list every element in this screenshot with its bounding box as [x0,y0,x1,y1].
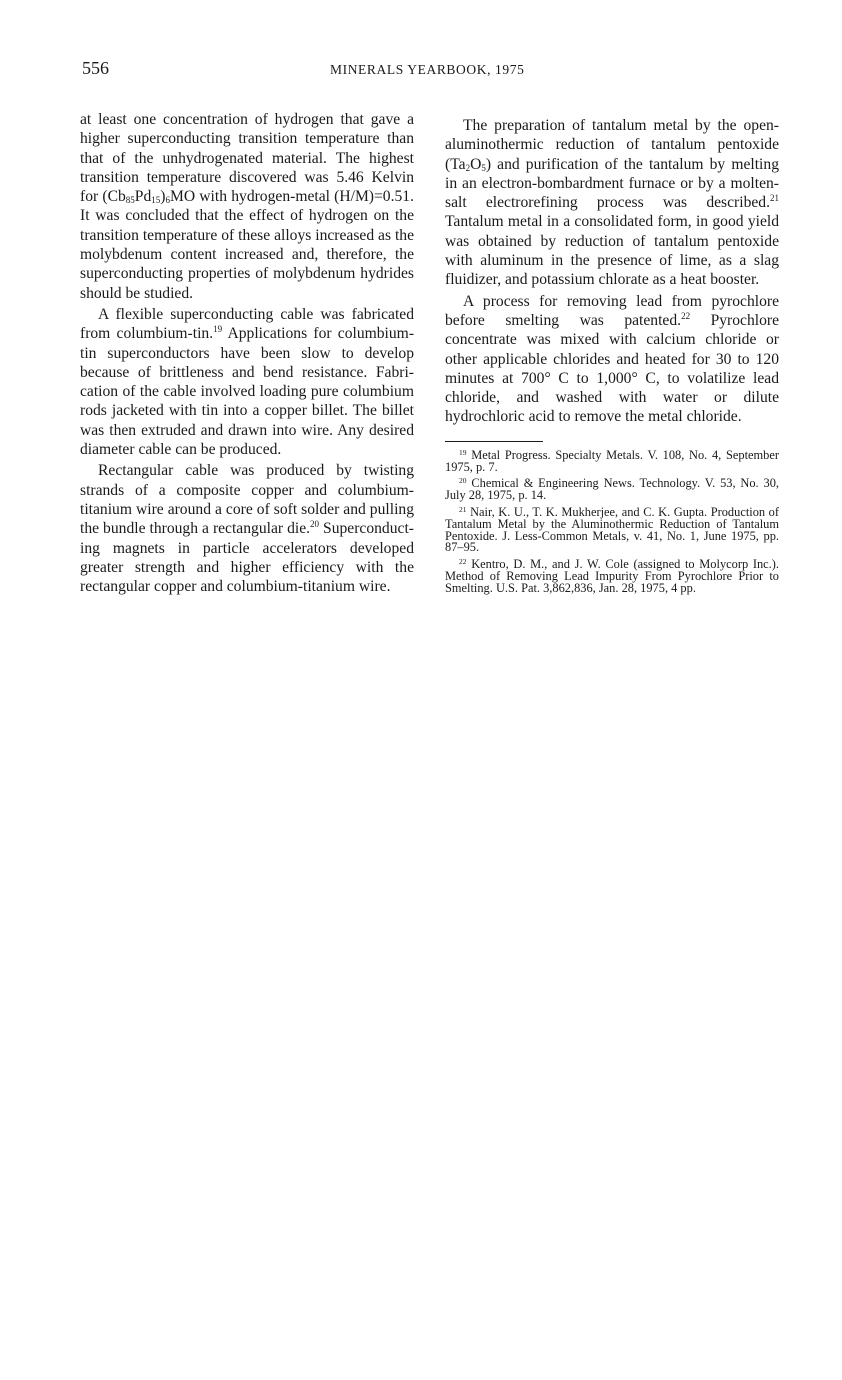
page-header [82,58,782,82]
paragraph-lead-removal: A process for removing lead from pyrochlore before smelting was patented.$^{22}$ Pyrochlore concentrate was mixed with calcium chloride or other applicable chlorides and heated for 30 to 120 minutes at 700° C to 1,000° C, to volatilize lead chloride, and washed with water or dilute hydrochloric acid to remove the metal chloride. [445,292,779,426]
footnote-20: $^{20}$ Chemical & Engineering News. Technology. V. 53, No. 30, July 28, 1975, p. 14. [445,476,779,503]
paragraph-flexible-cable: A flexible superconducting cable was fabricated from columbium-tin.$^{19}$ Applications for columbium-tin superconductors have been slow to develop because of brittleness and bend resistance. Fabrication of the cable involved loading pure columbium rods jacketed with tin into a copper billet. The billet was then extruded and drawn into wire. Any desired diameter cable can be produced. [80,305,415,459]
footnote-ref-22: 22 [681,310,691,321]
paragraph-rectangular-cable: Rectangular cable was produced by twisting strands of a composite copper and columbium-titanium wire around a core of soft solder and pulling the bundle through a rectangular die.$^{20}$ Superconducting magnets in particle accelerators developed greater strength and higher efficiency with the rectangular copper and columbium-titanium wire. [80,462,414,596]
running-head: MINERALS YEARBOOK, 1975 [330,62,525,77]
footnote-19: $^{19}$ Metal Progress. Specialty Metals. V. 108, No. 4, September 1975, p. 7. [445,447,779,474]
footnotes [445,447,780,595]
paragraph-tantalum-preparation: The preparation of tantalum metal by the open-aluminothermic reduction of tantalum pentoxide $(Ta_2O_5)$ and purification of the tantalum by melting in an electron-bombardment furnace or by a molten-salt electrorefining process was described.$^{21}$ Tantalum metal in a consolidated form, in good yield was obtained by reduction of tantalum pentoxide with aluminum in the presence of lime, as a slag fluidizer, and potassium chlorate as a heat booster. [445,117,779,289]
footnote-ref-20: 20 [310,519,320,530]
left-column [80,110,414,598]
footnote-22: $^{22}$ Kentro, D. M., and J. W. Cole (assigned to Molycorp Inc.). Method of Removing Lead Impurity From Pyrochlore Prior to Smelting. U.S. Pat. 3,862,836, Jan. 28, 1975, 4 pp. [445,557,779,595]
footnote-ref-19: 19 [213,324,223,335]
footnote-21: $^{21}$ Nair, K. U., T. K. Mukherjee, and C. K. Gupta. Production of Tantalum Metal by the Aluminothermic Reduction of Tantalum Pentoxide. J. Less-Common Metals, v. 41, No. 1, June 1975, pp. 87–95. [445,504,780,555]
page-number: 556 [82,58,109,78]
footnote-ref-21: 21 [770,193,779,204]
paragraph-hydrogen-transition: at least one concentration of hydrogen that gave a higher superconducting transition temperature than that of the unhydrogenated material. The highest transition temperature discovered was 5.46 Kelvin for $(Cb_{85}Pd_{15})_6MO$ with hydrogen-metal (H/M)=0.51. It was concluded that the effect of hydrogen on the transition temperature of these alloys increased as the molybdenum content increased and, therefore, the superconducting properties of molybdenum hydrides should be studied. [80,111,414,302]
right-column [445,116,779,600]
footnote-divider [445,441,543,442]
